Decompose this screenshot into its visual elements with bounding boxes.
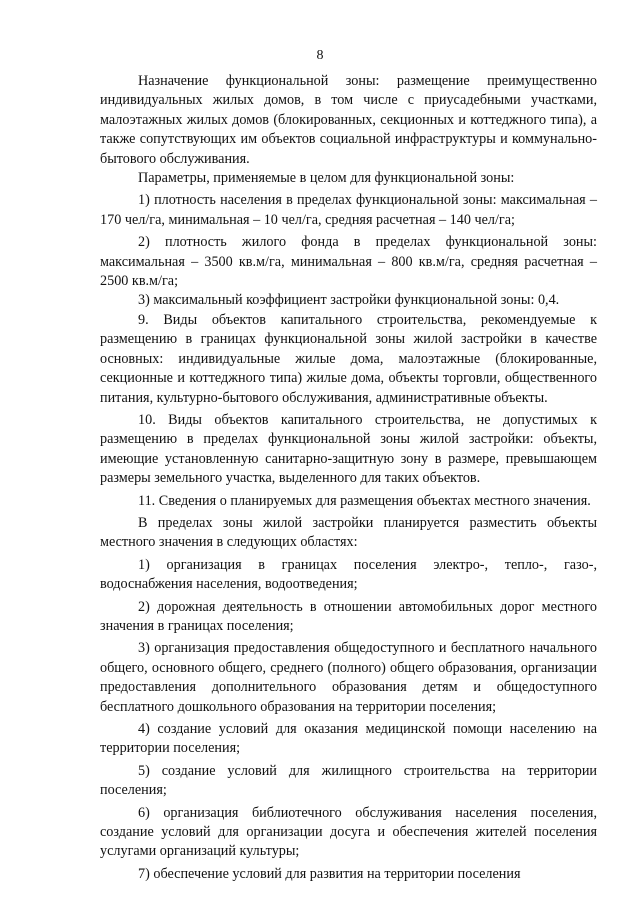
paragraph-population-density: 1) плотность населения в пределах функциональной зоны: максимальная – 170 чел/га, минимальная – 10 чел/га, средняя расчетная – 140 чел/га; xyxy=(100,192,597,228)
paragraph-section-10: 10. Виды объектов капитального строительства, не допустимых к размещению в пределах функциональной зоны жилой застройки: объекты, имеющие установленную санитарно-защитную зону в размере, превышающем размеры земельного участка, выделенного для таких объектов. xyxy=(100,411,597,487)
paragraph-building-coefficient: 3) максимальный коэффициент застройки функциональной зоны: 0,4. xyxy=(138,292,560,309)
paragraph-item-2: 2) дорожная деятельность в отношении автомобильных дорог местного значения в границах поселения; xyxy=(100,598,597,634)
paragraph-local-objects-intro: В пределах зоны жилой застройки планируется разместить объекты местного значения в следующих областях: xyxy=(100,514,597,551)
paragraph-parameters-intro: Параметры, применяемые в целом для функциональной зоны: xyxy=(138,170,515,187)
paragraph-item-4: 4) создание условий для оказания медицинской помощи населению на территории поселения; xyxy=(100,721,597,757)
paragraph-item-1: 1) организация в границах поселения электро-, тепло-, газо-, водоснабжения населения, водоотведения; xyxy=(100,556,597,593)
paragraph-item-5: 5) создание условий для жилищного строительства на территории поселения; xyxy=(100,762,597,799)
paragraph-item-3: 3) организация предоставления общедоступного и бесплатного начального общего, основного общего, среднего (полного) общего образования, организации предоставления дополнительного образования детям и общедоступного бесплатного дошкольного образования на территории поселения; xyxy=(100,640,597,715)
paragraph-section-9: 9. Виды объектов капитального строительства, рекомендуемые к размещению в границах функциональной зоны жилой застройки в качестве основных: индивидуальные жилые дома, малоэтажные (блокированные, секционные и коттеджного типа) жилые дома, объекты торговли, общественного питания, культурно-бытового обслуживания, административные объекты. xyxy=(100,311,597,406)
paragraph-item-6: 6) организация библиотечного обслуживания населения поселения, создание условий для организации досуга и обеспечения жителей поселения услугами организаций культуры; xyxy=(100,804,597,860)
paragraph-section-11: 11. Сведения о планируемых для размещения объектах местного значения. xyxy=(138,492,591,509)
paragraph-item-7: 7) обеспечение условий для развития на территории поселения xyxy=(138,865,521,882)
paragraph-zone-purpose: Назначение функциональной зоны: размещение преимущественно индивидуальных жилых домов, в том числе с приусадебными участками, малоэтажных жилых домов (блокированных, секционных и коттеджного типа), а также сопутствующих им объектов социальной инфраструктуры и коммунально-бытового обслуживания. xyxy=(100,73,597,167)
paragraph-housing-density: 2) плотность жилого фонда в пределах функциональной зоны: максимальная – 3500 кв.м/га, минимальная – 800 кв.м/га, средняя расчетная – 2500 кв.м/га; xyxy=(100,234,597,290)
document-body xyxy=(100,72,597,884)
page-number: 8 xyxy=(316,48,324,63)
